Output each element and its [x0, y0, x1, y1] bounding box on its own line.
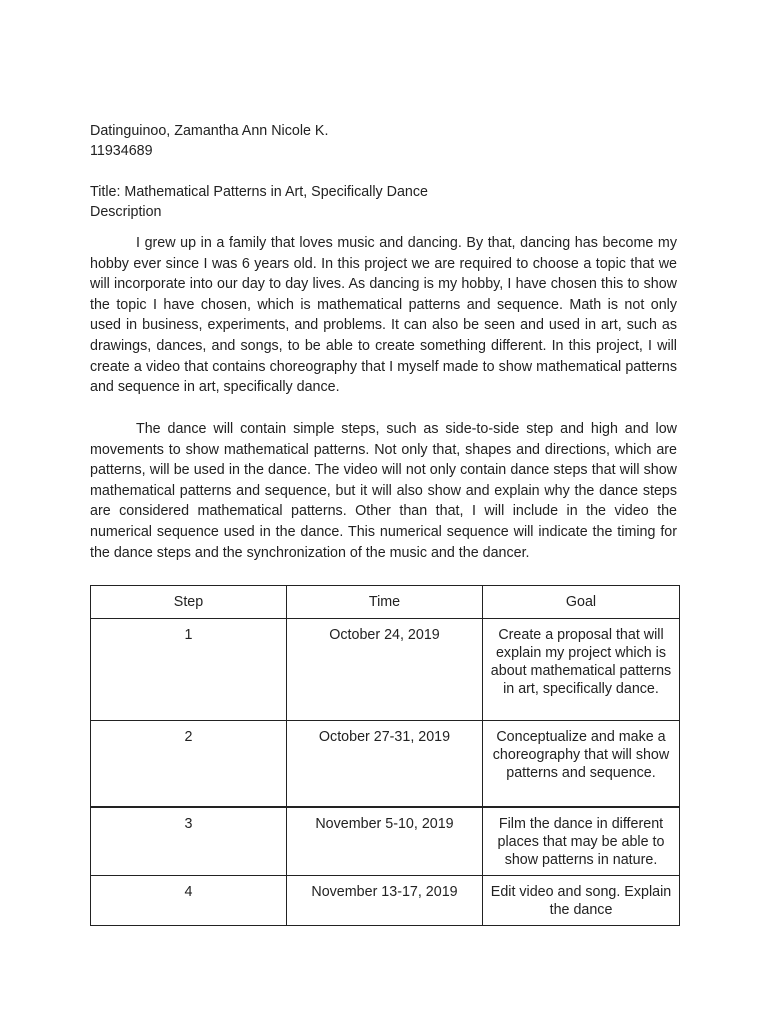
table-row: [91, 807, 680, 876]
table-row: [91, 619, 680, 721]
document-title: Title: Mathematical Patterns in Art, Specifically Dance: [90, 184, 428, 200]
cell-step: 2: [91, 721, 287, 807]
cell-time: October 24, 2019: [287, 619, 483, 721]
cell-goal: Film the dance in different places that may be able to show patterns in nature.: [483, 807, 680, 876]
table-header-row: [91, 586, 680, 619]
paragraph-1-text: I grew up in a family that loves music and dancing. By that, dancing has become my hobby ever since I was 6 years old. In this project we are required to choose a topic that we will incorporate into our day to day lives. As dancing is my hobby, I have chosen this to show the topic I have chosen, which is mathematical patterns and sequence. Math is not only used in business, experiments, and problems. It can also be seen and used in art, such as drawings, dances, and songs, to be able to create something different. In this project, I will create a video that contains choreography that I myself made to show mathematical patterns and sequence in art, specifically dance.: [90, 235, 677, 396]
cell-time: November 13-17, 2019: [287, 875, 483, 925]
author-name: Datinguinoo, Zamantha Ann Nicole K.: [90, 123, 329, 139]
cell-goal: Edit video and song. Explain the dance: [483, 875, 680, 925]
student-id: 11934689: [90, 143, 153, 159]
cell-step: 4: [91, 875, 287, 925]
cell-step: 3: [91, 807, 287, 876]
schedule-table: [90, 585, 680, 926]
cell-time: November 5-10, 2019: [287, 807, 483, 876]
cell-time: October 27-31, 2019: [287, 721, 483, 807]
description-label: Description: [90, 204, 162, 220]
cell-goal: Create a proposal that will explain my project which is about mathematical patterns in art, specifically dance.: [483, 619, 680, 721]
header-step: Step: [91, 586, 287, 619]
table-row: [91, 721, 680, 807]
table-row: [91, 875, 680, 925]
cell-goal: Conceptualize and make a choreography that will show patterns and sequence.: [483, 721, 680, 807]
paragraph-1: [90, 233, 677, 398]
paragraph-2: [90, 419, 677, 563]
header-time: Time: [287, 586, 483, 619]
cell-step: 1: [91, 619, 287, 721]
paragraph-2-text: The dance will contain simple steps, such as side-to-side step and high and low movements to show mathematical patterns. Not only that, shapes and directions, which are patterns, will be used in the dance. The video will not only contain dance steps that will show mathematical patterns and sequence, but it will also show and explain why the dance steps are considered mathematical patterns. Other than that, I will include in the video the numerical sequence used in the dance. This numerical sequence will indicate the timing for the dance steps and the synchronization of the music and the dancer.: [90, 421, 677, 561]
header-goal: Goal: [483, 586, 680, 619]
